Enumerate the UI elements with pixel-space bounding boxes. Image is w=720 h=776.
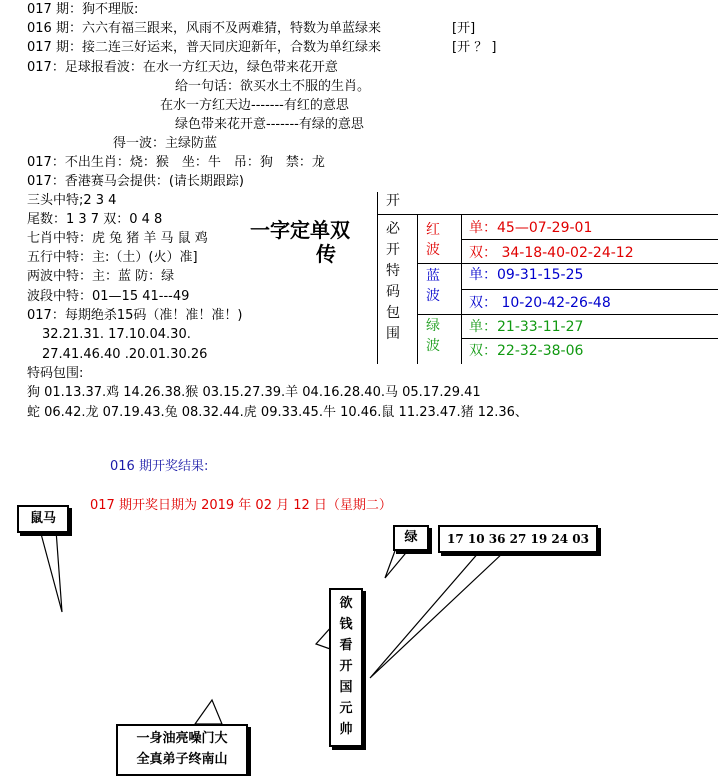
wuxing-line: 五行中特：主:（土）(火）准] [27,250,198,265]
red-even-row: 双： 34-18-40-02-24-12 [469,245,634,261]
juesha-line: 017：每期绝杀15码（准！准！准！) [27,308,243,323]
green-odd-row: 单：21-33-11-27 [469,319,584,335]
side-label-char: 码 [386,284,400,300]
slogan-line-1: 一字定单双 [250,218,350,242]
shuma-pointer [40,530,62,612]
poem-pointer [195,700,222,724]
blue-odd-row: 单：09-31-15-25 [469,267,584,283]
lv-pointer [385,548,410,578]
results-title: 016 期开奖结果: [110,459,209,474]
tema-row-2: 蛇 06.42.龙 07.19.43.兔 08.32.44.虎 09.33.45.牛 10.46.鼠 11.23.47.猪 12.36、 [27,405,528,420]
callout-vertical-text [329,588,363,747]
draw-date: 017 期开奖日期为 2019 年 02 月 12 日（星期二） [90,498,392,513]
vertical-text-char: 开 [339,659,353,674]
blue-wave-label-char-1: 蓝 [426,268,440,284]
santou-line: 三头中特;2 3 4 [27,193,117,208]
football-line-3: 在水一方红天边-------有红的意思 [160,98,349,113]
vertical-text-char: 钱 [339,617,353,632]
header-line-1: 017 期：狗不理版: [27,2,139,17]
header-line-2: 016 期：六六有福三跟来，风雨不及两难猜，特数为单蓝绿来 [27,21,381,36]
side-label-char: 围 [386,326,400,342]
qixiao-line: 七肖中特：虎 兔 猪 羊 马 鼠 鸡 [27,231,208,246]
tema-row-1: 狗 01.13.37.鸡 14.26.38.猴 03.15.27.39.羊 04.16.28.40.马 05.17.29.41 [27,385,481,400]
red-wave-label-char-2: 波 [426,242,440,258]
juesha-numbers-1: 32.21.31. 17.10.04.30. [42,327,191,342]
callout-numbers: 17 10 36 27 19 24 03 [438,525,598,553]
header-line-2-tag: [开] [452,21,476,36]
vertical-text-char: 帅 [339,722,353,737]
football-line-2: 给一句话：欲买水土不服的生肖。 [175,79,371,94]
blue-even-row: 双： 10-20-42-26-48 [469,295,611,311]
green-wave-label-char-2: 波 [426,338,440,354]
side-label-char: 必 [386,221,400,237]
callout-shuma: 鼠马 [17,505,69,533]
vertical-text-char: 国 [339,680,353,695]
vertical-text-char: 元 [339,701,353,716]
liangbo-line: 两波中特：主：蓝 防：绿 [27,269,175,284]
vertical-text-char: 欲 [339,596,353,611]
football-line-1: 017：足球报看波：在水一方红天边，绿色带来花开意 [27,60,338,75]
side-label-char: 开 [386,242,400,258]
green-even-row: 双：22-32-38-06 [469,343,584,359]
hk-source-line: 017：香港赛马会提供：(请长期跟踪) [27,174,244,189]
green-wave-label-char-1: 绿 [426,318,440,334]
slogan-line-2: 传 [316,242,336,266]
side-label-char: 特 [386,263,400,279]
side-label-char: 包 [386,305,400,321]
not-born-line: 017：不出生肖：烧：猴 坐：牛 吊：狗 禁：龙 [27,155,325,170]
vertical-text-char: 看 [339,638,353,653]
callout-poem [116,724,248,776]
poem-line-1: 一身油亮噪门大 [136,731,228,746]
red-wave-label-char-1: 红 [426,222,440,238]
red-odd-row: 单：45—07-29-01 [469,220,593,236]
boduan-line: 波段中特：01—15 41---49 [27,289,190,304]
header-line-3-tag: [开 ？ ] [452,40,497,55]
football-line-5: 得一波：主绿防蓝 [113,136,218,151]
weishu-line: 尾数：1 3 7 双：0 4 8 [27,212,163,227]
tema-title: 特码包围: [27,366,84,381]
header-line-3: 017 期：接二连三好运来，普天同庆迎新年，合数为单红绿来 [27,40,381,55]
callout-lv: 绿 [393,525,429,551]
juesha-numbers-2: 27.41.46.40 .20.01.30.26 [42,347,208,362]
poem-line-2: 全真弟子终南山 [136,752,228,767]
football-line-4: 绿色带来花开意-------有绿的意思 [175,117,364,132]
blue-wave-label-char-2: 波 [426,288,440,304]
lottery-open-label: 开 [386,193,400,209]
